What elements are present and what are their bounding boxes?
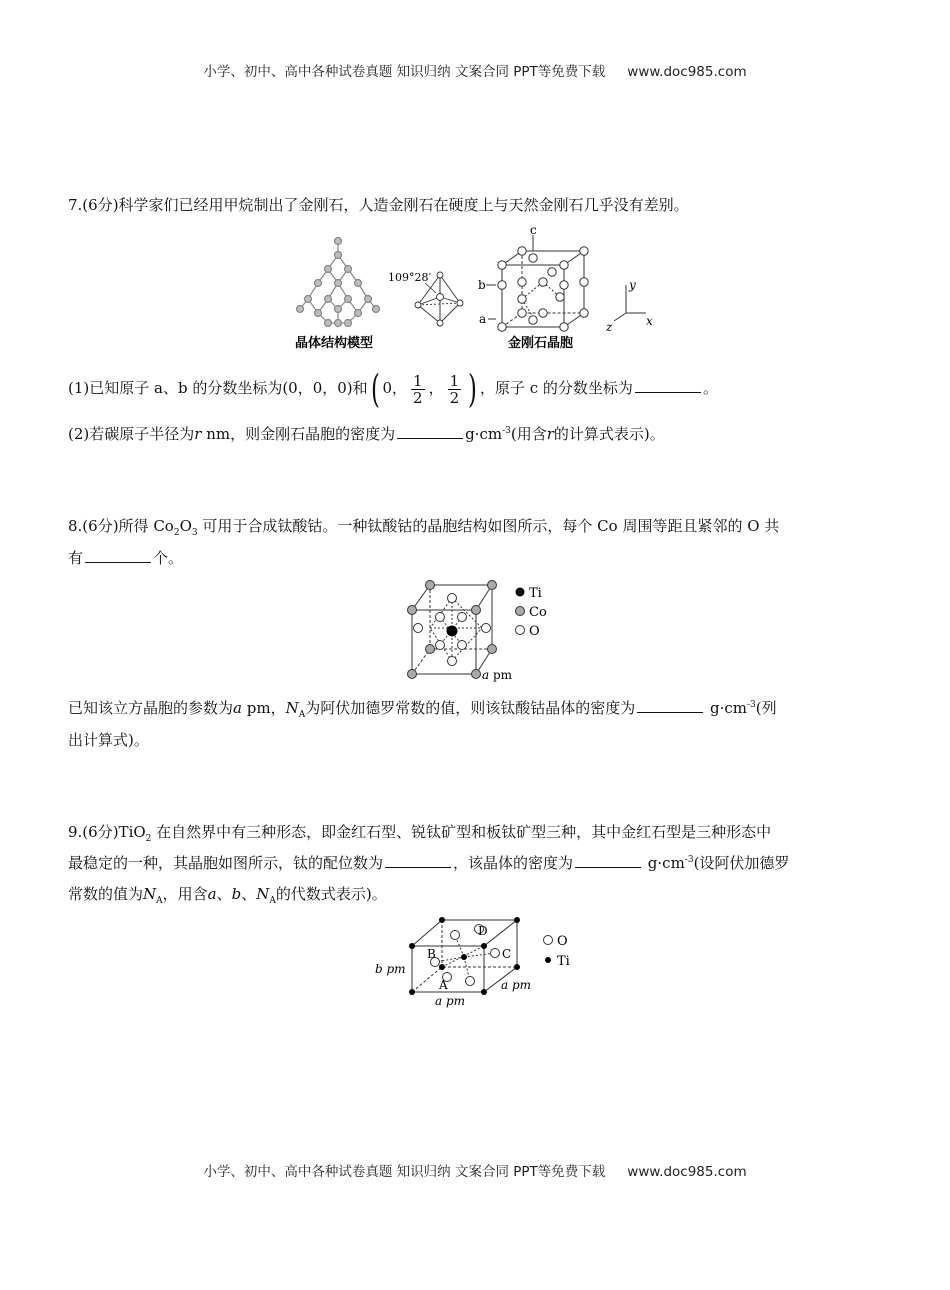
q7-part2: (2)若碳原子半径为r nm，则金刚石晶胞的密度为 $g\cdot cm^{-3}$(用含r的计算式表示)。 (68, 425, 665, 443)
q9-legend-o-marker (544, 936, 553, 945)
page-header (0, 60, 950, 80)
q7-p1-post: ，原子 c 的分数坐标为 (479, 379, 633, 397)
label-apm-bottom: a pm (435, 994, 466, 1008)
label-B: B (427, 947, 436, 961)
q7-stem: 7.(6分)科学家们已经用甲烷制出了金刚石，人造金刚石在硬度上与天然金刚石几乎没有差别。 (68, 196, 689, 214)
axis-z: z (606, 320, 613, 334)
answer-blank-q7-2[interactable] (397, 424, 463, 439)
q9-legend (540, 930, 590, 970)
legend-o-marker (516, 626, 525, 635)
q8-fig-apm: a pm (482, 668, 513, 682)
q8-stem-line2: 有 个。 (68, 549, 184, 567)
answer-blank-q9-1[interactable] (385, 853, 451, 868)
axis-y: y (629, 278, 636, 292)
q7-angle-label: 109°28′ (388, 271, 431, 284)
answer-blank-q9-2[interactable] (575, 853, 641, 868)
q9-line2: 最稳定的一种，其晶胞如图所示，钛的配位数为 ，该晶体的密度为 $g\cdot cm^{-3}$(设阿伏加德罗 (68, 854, 790, 872)
legend-o: O (529, 624, 540, 639)
legend-co: Co (529, 605, 547, 620)
header-text: 小学、初中、高中各种试卷真题 知识归纳 文案合同 PPT等免费下载 (203, 64, 606, 80)
q7-p1-zero: 0， (382, 379, 408, 397)
q9-line1: 9.(6分)TiO$_2$ 在自然界中有三种形态，即金红石型、锐钛矿型和板钛矿型三种，其中金红石型是三种形态中 (68, 823, 772, 844)
q8-para-line1: 已知该立方晶胞的参数为a pm，$N_A$为阿伏加德罗常数的值，则该钛酸钴晶体的密度为 $g\cdot cm^{-3}$(列 (68, 699, 777, 720)
footer-url[interactable]: www.doc985.com (627, 1164, 747, 1180)
crystal-model (297, 238, 380, 327)
close-paren: ) (468, 367, 478, 411)
q8-ti-atom (447, 626, 458, 637)
label-C: C (502, 947, 512, 961)
label-A: A (439, 978, 448, 992)
legend-co-marker (516, 607, 525, 616)
q7-part1: (1)已知原子 a、b 的分数坐标为(0，0，0)和( 0， $\frac{1}{2}$ ， $\frac{1}{2}$ ) ，原子 c 的分数坐标为 。 (68, 367, 718, 411)
header-url[interactable]: www.doc985.com (627, 64, 747, 80)
atom-a-label: a (479, 312, 487, 326)
fraction-half-2: $\frac{1}{2}$ (449, 371, 460, 407)
atom-c-label: c (530, 225, 537, 237)
q9-legend-ti: Ti (557, 954, 570, 969)
q8-legend (512, 584, 572, 644)
q8-para-line2: 出计算式)。 (68, 731, 149, 749)
answer-blank-q8-1[interactable] (85, 548, 151, 563)
footer-text: 小学、初中、高中各种试卷真题 知识归纳 文案合同 PPT等免费下载 (203, 1164, 606, 1180)
q7-p1-pre: (1)已知原子 a、b 的分数坐标为(0，0，0)和 (68, 379, 368, 397)
q7-figure-svg (290, 225, 670, 357)
legend-ti-marker (516, 588, 525, 597)
label-bpm: b pm (375, 962, 406, 976)
q9-legend-ti-marker (545, 957, 551, 963)
q9-legend-o: O (557, 934, 568, 949)
q8-stem-line1: 8.(6分)所得 $Co_2O_3$ 可用于合成钛酸钴。一种钛酸钴的晶胞结构如图所示，每个 Co 周围等距且紧邻的 O 共 (68, 517, 780, 538)
answer-blank-q8-2[interactable] (637, 698, 703, 713)
open-paren: ( (370, 367, 380, 411)
axis-x: x (646, 314, 653, 328)
q7-fig-label-right: 金刚石晶胞 (508, 336, 574, 351)
diamond-atoms (498, 247, 588, 331)
atom-b-label: b (478, 278, 486, 292)
label-apm-right: a pm (501, 978, 532, 992)
label-D: D (478, 924, 488, 938)
fraction-half-1: $\frac{1}{2}$ (413, 371, 423, 407)
page-footer (0, 1160, 950, 1180)
q9-line3: 常数的值为$N_A$，用含a、b、$N_A$的代数式表示)。 (68, 885, 387, 906)
q7-figure (290, 225, 670, 357)
q7-fig-label-left: 晶体结构模型 (295, 336, 374, 351)
legend-ti: Ti (529, 586, 542, 601)
answer-blank-q7-1[interactable] (635, 378, 701, 393)
